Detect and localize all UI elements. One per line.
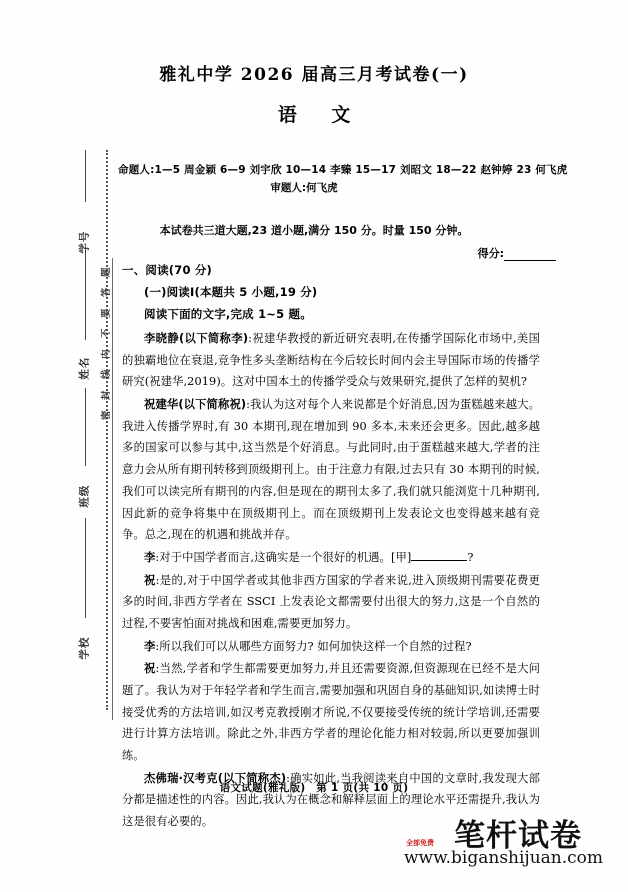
speech-text-after-blank: ? xyxy=(467,550,474,564)
speaker-label: 祝建华(以下简称祝) xyxy=(144,398,247,412)
seal-rule-2 xyxy=(85,250,86,340)
speaker-label: 李晓静(以下简称李) xyxy=(144,332,249,345)
margin-label-class: 班级 xyxy=(78,484,91,508)
margin-label-name: 姓名 xyxy=(78,356,91,380)
subject-title: 语 文 xyxy=(277,104,365,126)
byline-reviewer: 审题人:何飞虎 xyxy=(270,182,338,194)
speech-text: :确实如此,当我阅读来自中国的文章时,我发现大部分都是描述性的内容。因此,我认为在概念和解释层面上的理论水平还需提升,我认为这是很有必要的。 xyxy=(122,771,540,829)
section-heading: 一、阅读(70 分) xyxy=(122,263,213,277)
dialogue-paragraph xyxy=(122,328,540,393)
speaker-label: 李 xyxy=(144,550,156,564)
reading-instruction: 阅读下面的文字,完成 1~5 题。 xyxy=(144,307,312,321)
speaker-label: 祝 xyxy=(144,573,156,587)
dialogue-paragraph xyxy=(122,570,540,635)
content-left-rule xyxy=(112,258,113,720)
page-title: 雅礼中学 2026 届高三月考试卷(一) xyxy=(159,65,469,85)
seal-rule-4 xyxy=(85,518,86,618)
speech-text: :我认为这对每个人来说都是个好消息,因为蛋糕越来越大。我进入传播学界时,有 30 本期刊,现在增加到 90 多本,未来还会更多。因此,越多越多的国家可以参与其中,这当然是个好消息。与此同时,由于蛋糕越来越大,学者的注意力会从所有期刊转移到顶级期刊上。由于注意力有限,过去只有 30 本期刊的时候,我们可以读完所有期刊的内容,但是现在的期刊太多了,我们就只能浏览十几种期刊,因此新的竞争将集中在顶级期刊上。而在顶级期刊上发表论文也变得越来越有竞争。总之,现在的机遇和挑战并存。 xyxy=(122,398,540,542)
dialogue-paragraph xyxy=(122,658,540,766)
speech-text: :祝建华教授的新近研究表明,在传播学国际化市场中,美国的独霸地位在衰退,竞争性多头垄断结构在今后较长时间内会主导国际市场的传播学研究(祝建华,2019)。这对中国本土的传播学受众与效果研究,提供了怎样的契机? xyxy=(122,332,540,389)
dialogue-paragraph xyxy=(122,394,540,546)
speech-text: :所以我们可以从哪些方面努力? 如何加快这样一个自然的过程? xyxy=(155,639,472,653)
exam-instructions: 本试卷共三道大题,23 道小题,满分 150 分。时量 150 分钟。 xyxy=(159,224,469,237)
speaker-label: 杰佛瑞·汉考克(以下简称杰) xyxy=(144,771,287,785)
seal-rule-3 xyxy=(85,388,86,466)
watermark-url: www.biganshijuan.com xyxy=(404,848,604,868)
score-box xyxy=(478,245,556,261)
byline-setters: 命题人:1—5 周金颖 6—9 刘宇欣 10—14 李臻 15—17 刘昭文 18—22 赵钟婷 23 何飞虎 xyxy=(118,164,568,176)
watermark-free-tag: 全部免费 xyxy=(406,839,434,847)
speech-text: :当然,学者和学生都需要更加努力,并且还需要资源,但资源现在已经不是大问题了。我认为对于年轻学者和学生而言,需要加强和巩固自身的基础知识,如读博士时接受优秀的方法培训,如汉考克教授刚才所说,不仅要接受传统的统计学培训,还需要进行计算方法培训。除此之外,非西方学者的理论化能力相对较弱,所以更要加强训练。 xyxy=(122,662,540,763)
subsection-heading: (一)阅读Ⅰ(本题共 5 小题,19 分) xyxy=(144,285,318,299)
margin-label-student-id: 学号 xyxy=(78,230,91,254)
seal-warning-text: 题 答 要 不 内 线 封 密 xyxy=(100,267,112,420)
dialogue-paragraph xyxy=(122,636,540,658)
margin-label-school: 学校 xyxy=(78,636,91,660)
dialogue-paragraph-with-blank xyxy=(122,547,540,569)
watermark xyxy=(402,810,612,886)
speech-text-before-blank: :对于中国学者而言,这确实是一个很好的机遇。[甲] xyxy=(155,550,412,564)
speaker-label: 祝 xyxy=(144,662,156,676)
page-footer: 语文试题(雅礼版) 第 1 页(共 10 页) xyxy=(219,782,409,794)
watermark-brand: 笔杆试卷 xyxy=(454,818,582,854)
speaker-label: 李 xyxy=(144,639,156,653)
reading-section xyxy=(122,262,540,834)
score-blank xyxy=(504,249,556,261)
score-label: 得分: xyxy=(477,247,504,260)
answer-blank-jia xyxy=(411,550,467,561)
speech-text: :是的,对于中国学者或其他非西方国家的学者来说,进入顶级期刊需要花费更多的时间,非西方学者在 SSCI 上发表论文都需要付出很大的努力,这是一个自然的过程,不要害怕面对挑战和困难,需要更加努力。 xyxy=(122,573,540,630)
